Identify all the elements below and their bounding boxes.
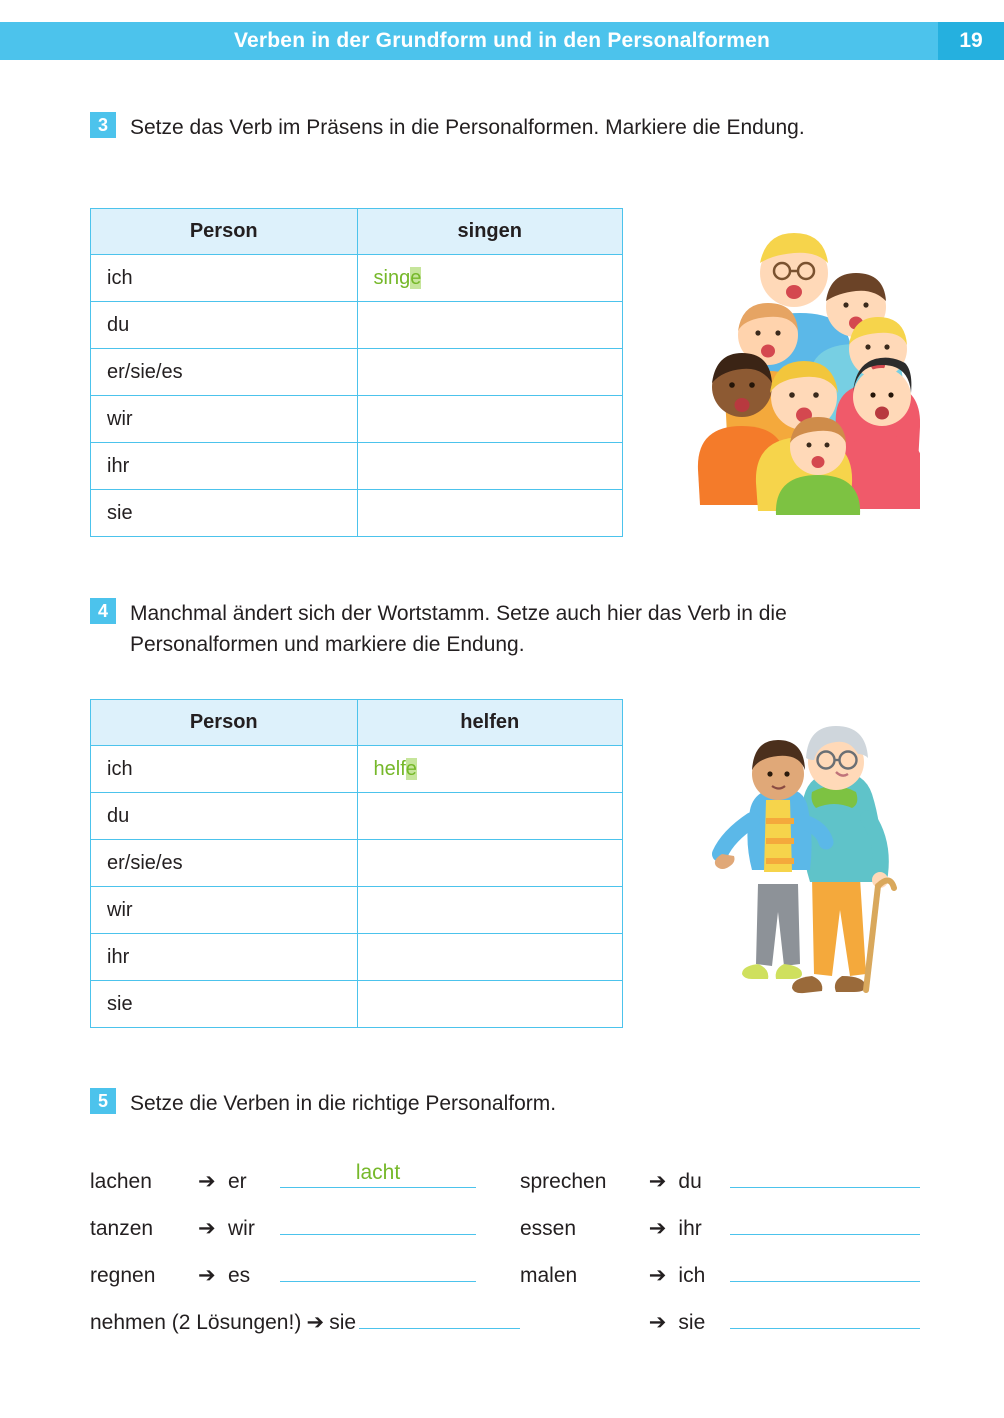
person-label: sie	[91, 490, 358, 537]
answer-cell[interactable]	[357, 793, 622, 840]
verb-label: lachen	[90, 1170, 152, 1193]
answer-blank[interactable]	[359, 1301, 520, 1329]
table-row	[91, 443, 623, 490]
exercise-4-number: 4	[90, 598, 116, 624]
fill-in-row	[90, 1301, 520, 1348]
table-row	[91, 746, 623, 793]
pronoun-label: ihr	[678, 1217, 702, 1240]
pronoun-label: du	[678, 1170, 702, 1193]
person-label: ich	[91, 746, 358, 793]
singing-children-illustration	[690, 215, 920, 515]
conjugation-table-helfen	[90, 699, 623, 1028]
answer-text: helfe	[373, 757, 417, 780]
exercise-5-left-column	[90, 1160, 520, 1348]
answer-cell[interactable]	[357, 443, 623, 490]
person-label: er/sie/es	[91, 349, 358, 396]
answer-text: lacht	[355, 1161, 401, 1184]
page-number-badge	[938, 22, 1004, 60]
person-label: sie	[91, 981, 358, 1028]
exercise-4-instruction: Manchmal ändert sich der Wortstamm. Setze auch hier das Verb in die Personalformen und markiere die Endung.	[130, 602, 787, 656]
answer-cell[interactable]	[357, 396, 623, 443]
answer-cell[interactable]	[357, 349, 623, 396]
fill-in-row	[520, 1254, 920, 1301]
arrow-icon: ➔	[198, 1264, 216, 1287]
fill-in-row	[520, 1207, 920, 1254]
answer-blank[interactable]	[730, 1160, 920, 1188]
answer-blank[interactable]	[280, 1207, 476, 1235]
table-row	[91, 349, 623, 396]
person-label: wir	[91, 887, 358, 934]
column-header-person: Person	[91, 209, 358, 255]
person-label: ihr	[91, 443, 358, 490]
arrow-icon: ➔	[198, 1217, 216, 1240]
page-title: Verben in der Grundform und in den Personalformen	[233, 29, 771, 52]
answer-cell[interactable]	[357, 934, 622, 981]
answer-text: singe	[373, 266, 422, 289]
answer-blank[interactable]	[730, 1207, 920, 1235]
helping-illustration	[700, 700, 915, 1030]
table-row	[91, 887, 623, 934]
table-header-row	[91, 700, 623, 746]
answer-blank[interactable]	[280, 1254, 476, 1282]
arrow-icon: ➔	[648, 1217, 667, 1240]
pronoun-label: sie	[678, 1311, 706, 1334]
person-label: du	[91, 793, 358, 840]
pronoun-label: ich	[678, 1264, 706, 1287]
exercise-4-heading	[90, 598, 880, 660]
person-label: du	[91, 302, 358, 349]
person-label: er/sie/es	[91, 840, 358, 887]
answer-cell[interactable]	[357, 255, 623, 302]
person-label: ich	[91, 255, 358, 302]
answer-cell[interactable]	[357, 490, 623, 537]
exercise-5-right-column	[520, 1160, 920, 1348]
answer-blank[interactable]	[730, 1254, 920, 1282]
verb-label: malen	[520, 1264, 578, 1287]
table-row	[91, 255, 623, 302]
person-label: wir	[91, 396, 358, 443]
verb-label: essen	[520, 1217, 577, 1240]
answer-blank[interactable]	[280, 1160, 476, 1188]
page-header	[0, 22, 1004, 60]
answer-blank[interactable]	[730, 1301, 920, 1329]
exercise-3-heading	[90, 112, 940, 143]
column-header-verb: singen	[357, 209, 623, 255]
answer-cell[interactable]	[357, 746, 622, 793]
answer-cell[interactable]	[357, 981, 622, 1028]
verb-label: tanzen	[90, 1217, 154, 1240]
table-row	[91, 302, 623, 349]
table-row	[91, 793, 623, 840]
conjugation-table-singen	[90, 208, 623, 537]
table-row	[91, 840, 623, 887]
arrow-icon: ➔	[648, 1170, 667, 1193]
verb-label: nehmen (2 Lösungen!)	[90, 1311, 302, 1334]
answer-cell[interactable]	[357, 887, 622, 934]
fill-in-row	[90, 1160, 520, 1207]
pronoun-label: wir	[228, 1217, 255, 1240]
fill-in-row	[90, 1254, 520, 1301]
exercise-3-instruction: Setze das Verb im Präsens in die Personalformen. Markiere die Endung.	[130, 116, 805, 139]
arrow-icon: ➔	[306, 1311, 325, 1334]
answer-cell[interactable]	[357, 840, 622, 887]
pronoun-label: sie	[329, 1311, 357, 1334]
exercise-5-number: 5	[90, 1088, 116, 1114]
column-header-person: Person	[91, 700, 358, 746]
pronoun-label: er	[228, 1170, 247, 1193]
table-row	[91, 934, 623, 981]
fill-in-row	[520, 1301, 920, 1348]
verb-label: sprechen	[520, 1170, 607, 1193]
column-header-verb: helfen	[357, 700, 622, 746]
table-header-row	[91, 209, 623, 255]
exercise-3-number: 3	[90, 112, 116, 138]
arrow-icon: ➔	[198, 1170, 216, 1193]
arrow-icon: ➔	[648, 1311, 667, 1334]
verb-label: regnen	[90, 1264, 156, 1287]
fill-in-row	[90, 1207, 520, 1254]
table-row	[91, 981, 623, 1028]
pronoun-label: es	[228, 1264, 251, 1287]
exercise-5-heading	[90, 1088, 880, 1119]
page-number: 19	[959, 29, 983, 52]
arrow-icon: ➔	[648, 1264, 667, 1287]
exercise-5-instruction: Setze die Verben in die richtige Personalform.	[130, 1092, 557, 1115]
person-label: ihr	[91, 934, 358, 981]
fill-in-row	[520, 1160, 920, 1207]
table-row	[91, 396, 623, 443]
answer-cell[interactable]	[357, 302, 623, 349]
table-row	[91, 490, 623, 537]
